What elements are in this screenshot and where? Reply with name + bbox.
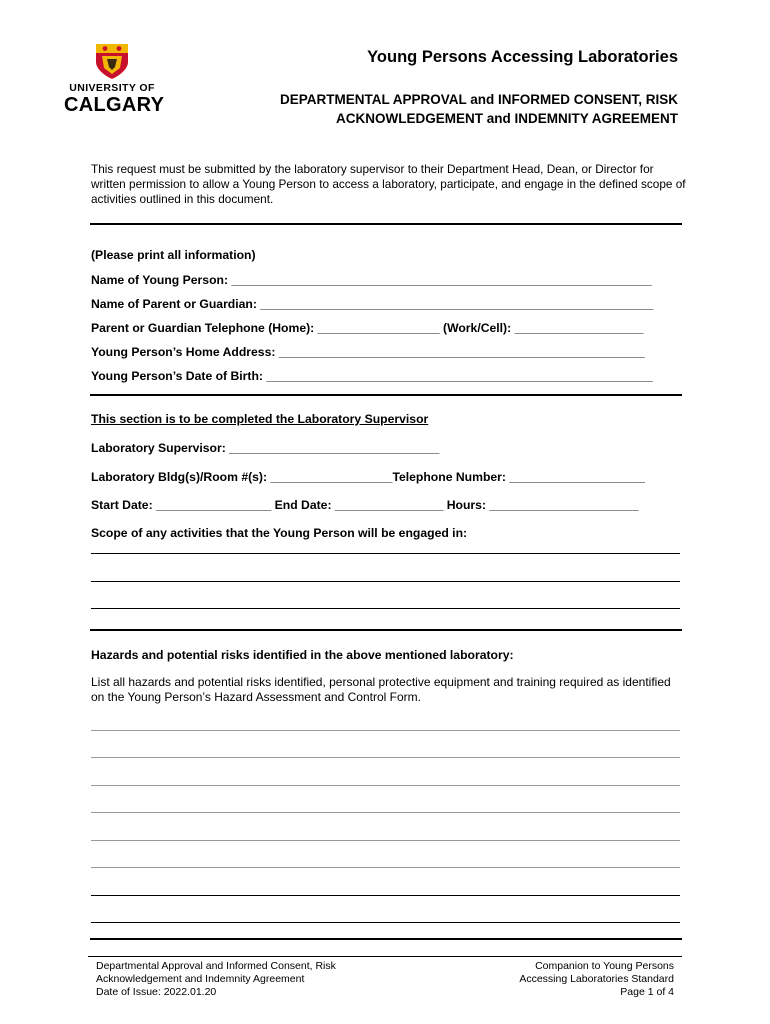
intro-paragraph: This request must be submitted by the laboratory supervisor to their Department Head, Dean, or Director for written permission to allow a Young Person to access a laboratory, participate, and engage in the defined scope of activities outlined in this document. [91, 162, 686, 206]
scope-line[interactable] [91, 553, 680, 554]
footer-companion-2: Accessing Laboratories Standard [519, 973, 674, 985]
scope-line[interactable] [91, 581, 680, 582]
dates-hours-field[interactable]: Start Date: _________________ End Date: ________________ Hours: ______________________ [91, 498, 639, 512]
hazard-line[interactable] [91, 812, 680, 813]
logo-university-of: UNIVERSITY OF [69, 82, 155, 94]
hazards-instructions: List all hazards and potential risks identified, personal protective equipment and training required as identified on the Young Person’s Hazard Assessment and Control Form. [91, 675, 671, 704]
divider [90, 394, 682, 396]
scope-line[interactable] [91, 608, 680, 609]
supervisor-section-heading: This section is to be completed the Laboratory Supervisor [91, 412, 429, 426]
parent-name-field[interactable]: Name of Parent or Guardian: __________________________________________________________ [91, 297, 654, 311]
footer-companion-1: Companion to Young Persons [535, 960, 674, 972]
university-logo [64, 42, 165, 116]
young-person-name-field[interactable]: Name of Young Person: ______________________________________________________________ [91, 273, 652, 287]
home-address-field[interactable]: Young Person’s Home Address: ______________________________________________________ [91, 345, 645, 359]
divider [90, 629, 682, 631]
footer-right [519, 960, 674, 999]
hazard-line[interactable] [91, 867, 680, 868]
lab-room-phone-field[interactable]: Laboratory Bldg(s)/Room #(s): __________________Telephone Number: ____________________ [91, 470, 645, 484]
hazard-line[interactable] [91, 757, 680, 758]
hazards-heading: Hazards and potential risks identified in the above mentioned laboratory: [91, 648, 514, 662]
lab-supervisor-field[interactable]: Laboratory Supervisor: _______________________________ [91, 441, 440, 455]
hazard-line[interactable] [91, 895, 680, 896]
footer-issue-date: Date of Issue: 2022.01.20 [96, 986, 217, 998]
scope-label: Scope of any activities that the Young Person will be engaged in: [91, 526, 468, 540]
footer-left [96, 960, 336, 999]
hazard-line[interactable] [91, 840, 680, 841]
page-subtitle: DEPARTMENTAL APPROVAL and INFORMED CONSENT, RISK ACKNOWLEDGEMENT and INDEMNITY AGREEMENT [279, 92, 678, 126]
footer-page-number: Page 1 of 4 [620, 986, 674, 998]
logo-calgary: CALGARY [64, 94, 165, 116]
hazard-line[interactable] [91, 730, 680, 731]
page-title: Young Persons Accessing Laboratories [367, 48, 678, 66]
footer-rule [88, 956, 682, 957]
hazard-line[interactable] [91, 922, 680, 923]
crest-icon [93, 42, 131, 80]
hazard-line[interactable] [91, 785, 680, 786]
print-note: (Please print all information) [91, 248, 256, 262]
footer-doc-title-1: Departmental Approval and Informed Consent, Risk [96, 960, 336, 972]
divider [90, 938, 682, 940]
divider [90, 223, 682, 225]
parent-phone-field[interactable]: Parent or Guardian Telephone (Home): __________________ (Work/Cell): ___________________ [91, 321, 644, 335]
footer-doc-title-2: Acknowledgement and Indemnity Agreement [96, 973, 305, 985]
date-of-birth-field[interactable]: Young Person’s Date of Birth: _________________________________________________________ [91, 369, 653, 383]
